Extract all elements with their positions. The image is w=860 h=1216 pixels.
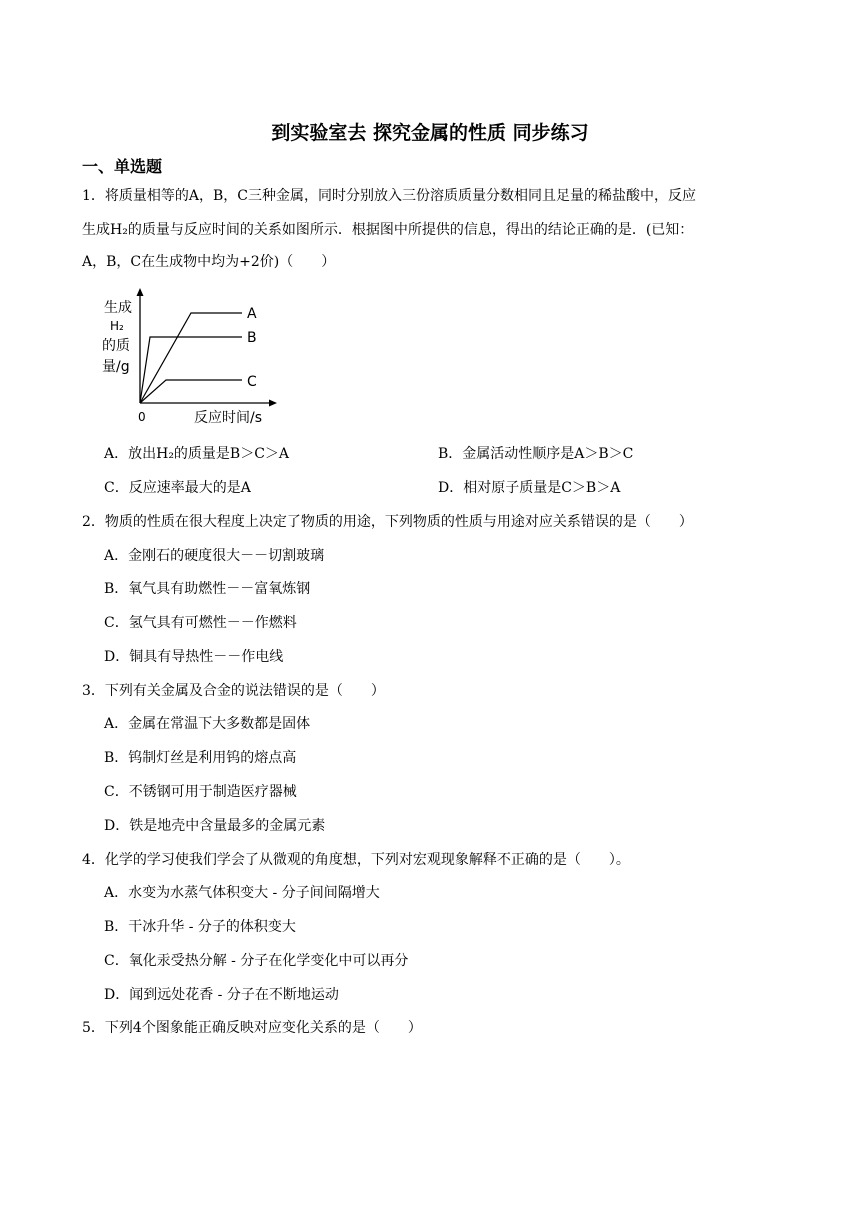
x-axis-label: 反应时间/s <box>194 410 263 426</box>
question-4-option-a: A．水变为水蒸气体积变大 - 分子间间隔增大 <box>104 885 380 901</box>
question-3-option-c: C．不锈钢可用于制造医疗器械 <box>104 784 297 800</box>
question-3-option-a: A．金属在常温下大多数都是固体 <box>104 716 311 732</box>
curve-a-label: A <box>247 306 257 322</box>
question-1-option-c: C．反应速率最大的是A <box>104 480 251 496</box>
question-3-option-d: D．铁是地壳中含量最多的金属元素 <box>104 818 326 834</box>
curve-b-label: B <box>247 330 257 346</box>
question-2-option-b: B．氧气具有助燃性－－富氧炼钢 <box>104 581 311 597</box>
curve-c-label: C <box>247 374 257 390</box>
question-1-line-2: 生成H₂的质量与反应时间的关系如图所示．根据图中所提供的信息，得出的结论正确的是．(已知： <box>82 222 694 238</box>
question-1-graph <box>100 285 300 430</box>
question-2-stem: 2．物质的性质在很大程度上决定了物质的用途，下列物质的性质与用途对应关系错误的是（ ） <box>82 514 693 530</box>
y-axis-arrow <box>137 288 144 296</box>
question-1-line-1: 1．将质量相等的A，B，C三种金属，同时分别放入三份溶质质量分数相同且足量的稀盐酸中，反应 <box>82 188 697 204</box>
section-heading: 一、单选题 <box>82 157 163 176</box>
curve-c-line <box>140 380 242 403</box>
question-1-option-a: A．放出H₂的质量是B＞C＞A <box>104 446 290 462</box>
curve-b-line <box>140 337 242 403</box>
question-1-option-d: D．相对原子质量是C＞B＞A <box>438 480 621 496</box>
question-4-option-d: D．闻到远处花香 - 分子在不断地运动 <box>104 987 339 1003</box>
question-1-option-b: B．金属活动性顺序是A＞B＞C <box>438 446 634 462</box>
x-axis-arrow <box>269 400 277 407</box>
y-axis-label-3: 的质 <box>102 338 130 354</box>
question-5-stem: 5．下列4个图象能正确反映对应变化关系的是（ ） <box>82 1020 422 1036</box>
question-3-stem: 3．下列有关金属及合金的说法错误的是（ ） <box>82 683 385 699</box>
question-4-option-c: C．氧化汞受热分解 - 分子在化学变化中可以再分 <box>104 953 409 969</box>
document-title: 到实验室去 探究金属的性质 同步练习 <box>271 122 589 144</box>
question-4-option-b: B．干冰升华 - 分子的体积变大 <box>104 919 296 935</box>
question-2-option-d: D．铜具有导热性－－作电线 <box>104 649 284 665</box>
hydrogen-mass-graph <box>100 285 300 430</box>
question-1-line-3: A，B，C在生成物中均为+2价)（ ） <box>82 254 336 270</box>
y-axis-label-4: 量/g <box>102 359 130 375</box>
y-axis-label-2: H₂ <box>110 319 124 333</box>
y-axis-label-1: 生成 <box>104 300 132 316</box>
question-2-option-a: A．金刚石的硬度很大－－切割玻璃 <box>104 548 325 564</box>
question-4-stem: 4．化学的学习使我们学会了从微观的角度想，下列对宏观现象解释不正确的是（ ）。 <box>82 852 630 868</box>
question-3-option-b: B．钨制灯丝是利用钨的熔点高 <box>104 750 297 766</box>
question-2-option-c: C．氢气具有可燃性－－作燃料 <box>104 615 297 631</box>
origin-label: 0 <box>138 410 146 424</box>
